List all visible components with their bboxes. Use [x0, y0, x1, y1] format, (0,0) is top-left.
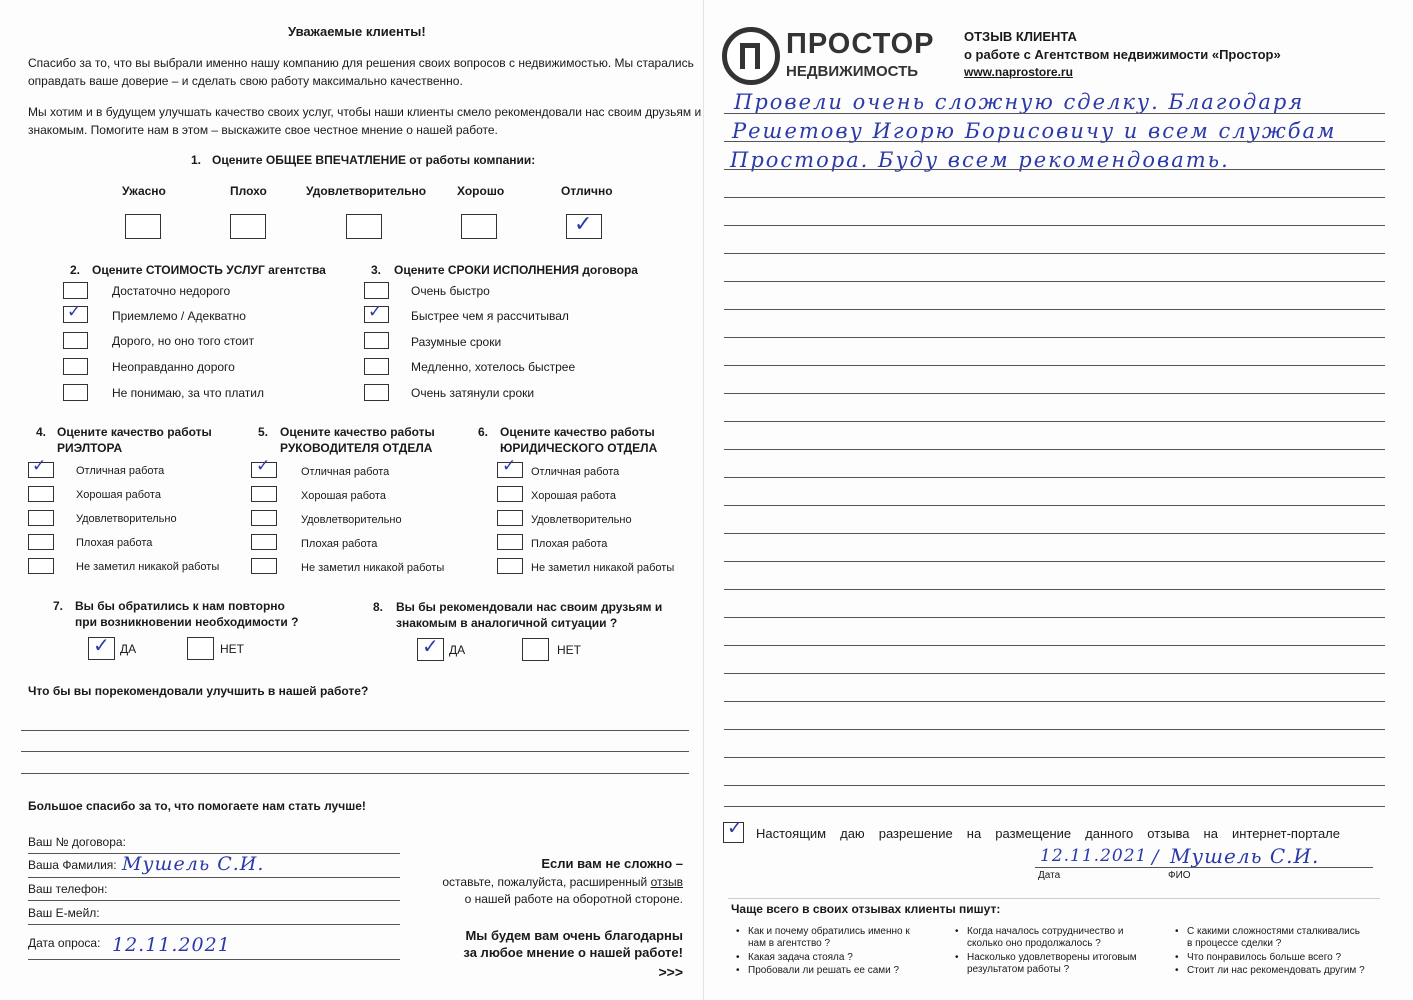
- hint-item: • Что понравилось больше всего ?: [1187, 952, 1367, 964]
- gratitude-line-1: Мы будем вам очень благодарны: [465, 928, 683, 943]
- q5-checkbox[interactable]: [251, 510, 277, 526]
- date-caption: Дата: [1038, 870, 1061, 881]
- checkmark-icon: ✓: [422, 634, 439, 658]
- q2-option-label: Дорого, но оно того стоит: [112, 334, 255, 348]
- q6-title: Оцените качество работы: [500, 425, 655, 439]
- field-line: [28, 877, 400, 878]
- q7-no-checkbox[interactable]: [187, 637, 214, 660]
- q5-option-label: Плохая работа: [301, 538, 378, 550]
- q1-option-label: Хорошо: [457, 184, 505, 198]
- q4-checkbox[interactable]: [28, 510, 54, 526]
- review-title: ОТЗЫВ КЛИЕНТА: [964, 29, 1077, 44]
- writing-line: [724, 337, 1385, 338]
- hints-title: Чаще всего в своих отзывах клиенты пишут:: [731, 902, 1001, 916]
- writing-line: [724, 533, 1385, 534]
- q6-checkbox[interactable]: [497, 534, 523, 550]
- q6-option-label: Хорошая работа: [531, 490, 616, 502]
- field-line: [28, 959, 400, 960]
- logo-wordmark: ПРОСТОР: [786, 28, 935, 60]
- q5-option-label: Отличная работа: [301, 466, 390, 478]
- q2-option-label: Не понимаю, за что платил: [112, 386, 265, 400]
- q4-option-label: Удовлетворительно: [76, 513, 177, 525]
- signature-line: [1035, 867, 1373, 868]
- checkmark-icon: ✓: [368, 302, 383, 322]
- contract-label: Ваш № договора:: [28, 835, 126, 849]
- checkmark-icon: ✓: [727, 817, 743, 839]
- hint-item: • Как и почему обратились именно к нам в агентство ?: [748, 926, 928, 950]
- q4-option-label: Плохая работа: [76, 537, 153, 549]
- hint-item: • Пробовали ли решать ее сами ?: [748, 965, 928, 977]
- q7-yes-label: ДА: [120, 642, 137, 656]
- q1-checkbox[interactable]: [346, 214, 382, 239]
- checkmark-icon: ✓: [574, 212, 593, 237]
- writing-line: [724, 449, 1385, 450]
- writing-line: [724, 253, 1385, 254]
- surname-label: Ваша Фамилия:: [28, 858, 117, 872]
- q3-number: 3.: [371, 263, 382, 277]
- q4-checkbox[interactable]: [28, 558, 54, 574]
- writing-line: [724, 701, 1385, 702]
- writing-line: [724, 113, 1385, 114]
- logo-icon: [722, 27, 780, 85]
- thanks-text: Большое спасибо за то, что помогаете нам стать лучше!: [28, 799, 366, 813]
- survey-date-field[interactable]: 12.11.2021: [112, 934, 231, 956]
- q1-option-label: Ужасно: [122, 184, 166, 198]
- field-line: [28, 900, 400, 901]
- side-note-text-2: о нашей работе на оборотной стороне.: [464, 892, 683, 906]
- q4-subtitle: РИЭЛТОРА: [57, 441, 123, 455]
- writing-line: [724, 421, 1385, 422]
- q1-option-label: Удовлетворительно: [306, 184, 427, 198]
- q1-checkbox[interactable]: [461, 214, 497, 239]
- q3-checkbox[interactable]: [364, 332, 389, 349]
- q2-option-label: Приемлемо / Адекватно: [112, 309, 246, 323]
- checkmark-icon: ✓: [32, 456, 47, 476]
- q3-title: Оцените СРОКИ ИСПОЛНЕНИЯ договора: [394, 263, 638, 277]
- hint-item: • С какими сложностями сталкивались в процессе сделки ?: [1187, 926, 1367, 950]
- writing-line: [724, 169, 1385, 170]
- q3-option-label: Разумные сроки: [411, 335, 502, 349]
- q6-checkbox[interactable]: [497, 510, 523, 526]
- writing-line: [724, 141, 1385, 142]
- signature-date: 12.11.2021: [1040, 846, 1148, 866]
- q5-checkbox[interactable]: [251, 486, 277, 502]
- q8-number: 8.: [373, 600, 384, 614]
- intro-text-2b: знакомым. Помогите нам в этом – выскажите свое честное мнение о нашей работе.: [28, 123, 498, 137]
- q3-checkbox[interactable]: [364, 282, 389, 299]
- q8-no-checkbox[interactable]: [522, 638, 549, 661]
- q4-option-label: Не заметил никакой работы: [76, 561, 220, 573]
- q5-number: 5.: [258, 425, 269, 439]
- checkmark-icon: ✓: [502, 456, 517, 476]
- email-label: Ваш Е-мейл:: [28, 906, 100, 920]
- writing-line: [724, 561, 1385, 562]
- q8-no-label: НЕТ: [557, 643, 581, 657]
- q2-title: Оцените СТОИМОСТЬ УСЛУГ агентства: [92, 263, 326, 277]
- phone-label: Ваш телефон:: [28, 882, 108, 896]
- side-note-part: оставьте, пожалуйста, расширенный: [442, 875, 651, 889]
- gratitude-line-2: за любое мнение о нашей работе!: [463, 945, 683, 960]
- q6-option-label: Удовлетворительно: [531, 514, 632, 526]
- q2-option-label: Неоправданно дорого: [112, 360, 235, 374]
- q8-title: Вы бы рекомендовали нас своим друзьям и: [396, 600, 663, 614]
- intro-text-1b: оправдать ваше доверие – и сделать свою работу максимально качественно.: [28, 74, 463, 88]
- checkmark-icon: ✓: [93, 633, 110, 657]
- site-link[interactable]: www.naprostore.ru: [964, 65, 1073, 79]
- q6-option-label: Отличная работа: [531, 466, 620, 478]
- next-page-arrows[interactable]: >>>: [658, 964, 683, 980]
- review-text-line: Провели очень сложную сделку. Благодаря: [734, 90, 1305, 114]
- writing-line: [724, 281, 1385, 282]
- q2-checkbox[interactable]: [63, 282, 88, 299]
- writing-line: [724, 197, 1385, 198]
- q6-checkbox[interactable]: [497, 558, 523, 574]
- q4-number: 4.: [36, 425, 47, 439]
- q4-checkbox[interactable]: [28, 486, 54, 502]
- q3-checkbox[interactable]: [364, 384, 389, 401]
- writing-line: [724, 365, 1385, 366]
- review-text-line: Решетову Игорю Борисовичу и всем службам: [732, 119, 1337, 143]
- q1-option-label: Плохо: [230, 184, 267, 198]
- hint-item: • Какая задача стояла ?: [748, 952, 928, 964]
- q4-title: Оцените качество работы: [57, 425, 212, 439]
- q3-option-label: Очень быстро: [411, 284, 490, 298]
- review-link[interactable]: отзыв: [650, 875, 683, 889]
- improve-question: Что бы вы порекомендовали улучшить в нашей работе?: [28, 684, 369, 698]
- hint-item: • Насколько удовлетворены итоговым результатом работы ?: [967, 952, 1157, 976]
- writing-line: [724, 673, 1385, 674]
- q6-subtitle: ЮРИДИЧЕСКОГО ОТДЕЛА: [500, 441, 658, 455]
- q5-title: Оцените качество работы: [280, 425, 435, 439]
- q2-checkbox[interactable]: [63, 332, 88, 349]
- page-divider: [703, 0, 704, 1000]
- consent-text: Настоящим даю разрешение на размещение данного отзыва на интернет-портале: [756, 826, 1340, 841]
- review-subtitle: о работе с Агентством недвижимости «Простор»: [964, 47, 1281, 62]
- writing-line: [724, 309, 1385, 310]
- q7-number: 7.: [53, 599, 64, 613]
- signature-name: Мушель С.И.: [1170, 844, 1320, 868]
- field-line: [28, 924, 400, 925]
- surname-field[interactable]: Мушель С.И.: [122, 853, 265, 875]
- writing-line: [724, 225, 1385, 226]
- checkmark-icon: ✓: [67, 302, 82, 322]
- q2-checkbox[interactable]: [63, 358, 88, 375]
- q3-checkbox[interactable]: [364, 358, 389, 375]
- writing-line: [724, 806, 1385, 807]
- checkmark-icon: ✓: [256, 456, 271, 476]
- q5-option-label: Удовлетворительно: [301, 514, 402, 526]
- q7-no-label: НЕТ: [220, 642, 244, 656]
- intro-text-1a: Спасибо за то, что вы выбрали именно нашу компанию для решения своих вопросов с недвижимостью. Мы старались: [28, 56, 694, 70]
- hint-item: • Стоит ли нас рекомендовать другим ?: [1187, 965, 1367, 977]
- writing-line: [724, 589, 1385, 590]
- q7-subtitle: при возникновении необходимости ?: [75, 615, 299, 629]
- writing-line: [724, 729, 1385, 730]
- q8-yes-label: ДА: [449, 643, 466, 657]
- q4-option-label: Отличная работа: [76, 465, 165, 477]
- answer-line[interactable]: [21, 773, 689, 774]
- page-title: Уважаемые клиенты!: [288, 24, 426, 39]
- q6-number: 6.: [478, 425, 489, 439]
- q6-option-label: Плохая работа: [531, 538, 608, 550]
- answer-line[interactable]: [21, 730, 689, 731]
- writing-line: [724, 757, 1385, 758]
- logo-subtitle: НЕДВИЖИМОСТЬ: [786, 63, 919, 80]
- q2-number: 2.: [70, 263, 81, 277]
- writing-line: [724, 645, 1385, 646]
- hint-item: • Когда началось сотрудничество и сколько оно продолжалось ?: [967, 926, 1157, 950]
- q5-checkbox[interactable]: [251, 534, 277, 550]
- q1-option-label: Отлично: [561, 184, 613, 198]
- q5-subtitle: РУКОВОДИТЕЛЯ ОТДЕЛА: [280, 441, 433, 455]
- side-note-text: [442, 875, 683, 889]
- q7-title: Вы бы обратились к нам повторно: [75, 599, 285, 613]
- q8-subtitle: знакомым в аналогичной ситуации ?: [396, 616, 618, 630]
- q1-checkbox[interactable]: [125, 214, 161, 239]
- side-note-heading: Если вам не сложно –: [541, 856, 683, 871]
- q4-checkbox[interactable]: [28, 534, 54, 550]
- q4-option-label: Хорошая работа: [76, 489, 161, 501]
- writing-line: [724, 617, 1385, 618]
- q5-option-label: Не заметил никакой работы: [301, 562, 445, 574]
- writing-line: [724, 785, 1385, 786]
- q5-option-label: Хорошая работа: [301, 490, 386, 502]
- answer-line[interactable]: [21, 751, 689, 752]
- q1-checkbox[interactable]: [230, 214, 266, 239]
- q2-checkbox[interactable]: [63, 384, 88, 401]
- q6-checkbox[interactable]: [497, 486, 523, 502]
- writing-line: [724, 393, 1385, 394]
- signature-separator: /: [1152, 846, 1159, 868]
- q3-option-label: Медленно, хотелось быстрее: [411, 360, 576, 374]
- intro-text-2a: Мы хотим и в будущем улучшать качество своих услуг, чтобы наши клиенты смело рекомендовали нас своим друзьям и: [28, 105, 702, 119]
- q3-option-label: Очень затянули сроки: [411, 386, 535, 400]
- q1-number: 1.: [191, 153, 202, 167]
- q5-checkbox[interactable]: [251, 558, 277, 574]
- writing-line: [724, 477, 1385, 478]
- q6-option-label: Не заметил никакой работы: [531, 562, 675, 574]
- hints-divider: [728, 898, 1380, 899]
- q1-title: Оцените ОБЩЕЕ ВПЕЧАТЛЕНИЕ от работы компании:: [212, 153, 536, 167]
- q3-option-label: Быстрее чем я рассчитывал: [411, 309, 569, 323]
- date-label: Дата опроса:: [28, 936, 101, 950]
- name-caption: ФИО: [1168, 870, 1191, 881]
- review-text-line: Простора. Буду всем рекомендовать.: [730, 148, 1230, 172]
- q2-option-label: Достаточно недорого: [112, 284, 231, 298]
- writing-line: [724, 505, 1385, 506]
